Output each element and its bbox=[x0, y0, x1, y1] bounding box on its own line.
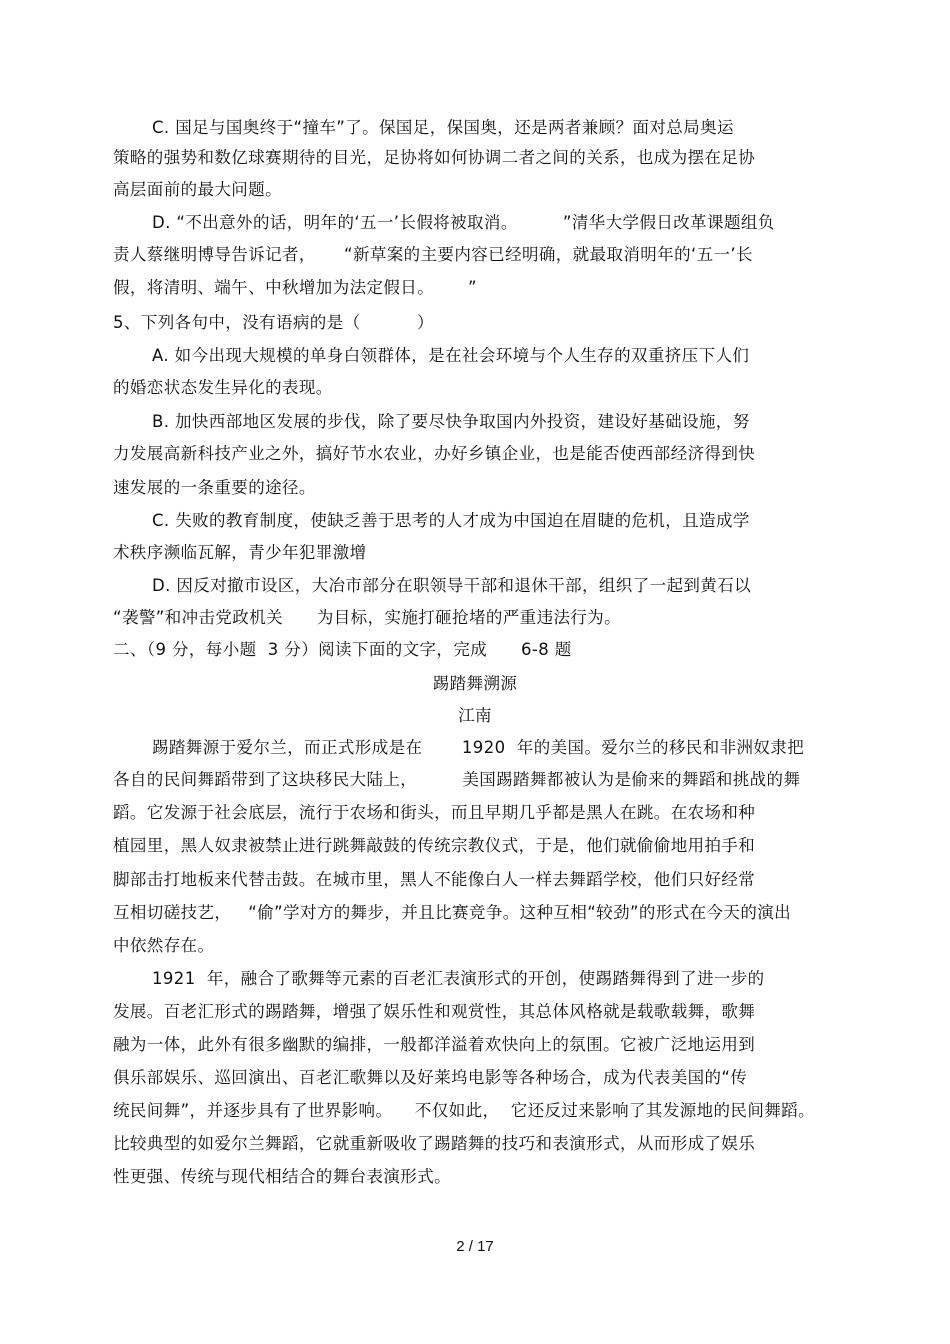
text-line: 的婚恋状态发生异化的表现。 bbox=[113, 378, 333, 397]
text-line: C. 国足与国奥终于“撞车”了。保国足，保国奥，还是两者兼顾？面对总局奥运 bbox=[152, 118, 734, 137]
text-line: 责人蔡继明博导告诉记者， “新草案的主要内容已经明确，就最取消明年的‘五一’长 bbox=[113, 245, 753, 264]
text-line: 速发展的一条重要的途径。 bbox=[113, 478, 316, 497]
article-author: 江南 bbox=[458, 706, 492, 725]
option-d: D. 因反对撤市设区，大冶市部分在职领导干部和退休干部，组织了一起到黄石以 bbox=[152, 576, 751, 595]
paragraph-line: 中依然存在。 bbox=[113, 936, 215, 955]
paragraph-line: 统民间舞”，并逐步具有了世界影响。 不仅如此， 它还反过来影响了其发源地的民间舞蹈。 bbox=[113, 1101, 815, 1120]
paragraph-line: 发展。百老汇形式的踢踏舞，增强了娱乐性和观赏性，其总体风格就是载歌载舞，歌舞 bbox=[113, 1002, 756, 1021]
option-a: A. 如今出现大规模的单身白领群体，是在社会环境与个人生存的双重挤压下人们 bbox=[152, 346, 750, 365]
section-heading: 二、（9 分，每小题 3 分）阅读下面的文字，完成 6-8 题 bbox=[113, 640, 572, 659]
paragraph-line: 融为一体，此外有很多幽默的编排，一般都洋溢着欢快向上的氛围。它被广泛地运用到 bbox=[113, 1035, 756, 1054]
paragraph-line: 踢踏舞源于爱尔兰，而正式形成是在 1920 年的美国。爱尔兰的移民和非洲奴隶把 bbox=[152, 738, 805, 757]
paragraph-line: 蹈。它发源于社会底层，流行于农场和街头，而且早期几乎都是黑人在跳。在农场和种 bbox=[113, 803, 756, 822]
option-b: B. 加快西部地区发展的步伐，除了要尽快争取国内外投资，建设好基础设施，努 bbox=[152, 412, 750, 431]
option-c: C. 失败的教育制度，使缺乏善于思考的人才成为中国迫在眉睫的危机，且造成学 bbox=[152, 511, 750, 530]
text-line: 假，将清明、端午、中秋增加为法定假日。 ” bbox=[113, 278, 477, 297]
article-title: 踢踏舞溯源 bbox=[432, 674, 518, 693]
question-heading: 5、下列各句中，没有语病的是（ ） bbox=[113, 313, 434, 332]
paragraph-line: 各自的民间舞蹈带到了这块移民大陆上， 美国踢踏舞都被认为是偷来的舞蹈和挑战的舞 bbox=[113, 770, 801, 789]
paragraph-line: 植园里，黑人奴隶被禁止进行跳舞敲鼓的传统宗教仪式，于是，他们就偷偷地用拍手和 bbox=[113, 836, 756, 855]
paragraph-line: 性更强、传统与现代相结合的舞台表演形式。 bbox=[113, 1167, 451, 1186]
paragraph-line: 俱乐部娱乐、巡回演出、百老汇歌舞以及好莱坞电影等各种场合，成为代表美国的“传 bbox=[113, 1068, 748, 1087]
paragraph-line: 脚部击打地板来代替击鼓。在城市里，黑人不能像白人一样去舞蹈学校，他们只好经常 bbox=[113, 870, 756, 889]
text-line: 力发展高新科技产业之外，搞好节水农业，办好乡镇企业，也是能否使西部经济得到快 bbox=[113, 444, 756, 463]
paragraph-line: 比较典型的如爱尔兰舞蹈，它就重新吸收了踢踏舞的技巧和表演形式，从而形成了娱乐 bbox=[113, 1134, 756, 1153]
text-line: “袭警”和冲击党政机关 为目标，实施打砸抢堵的严重违法行为。 bbox=[113, 608, 622, 627]
text-line: D. “不出意外的话，明年的‘五一’长假将被取消。 ”清华大学假日改革课题组负 bbox=[152, 213, 775, 232]
text-line: 术秩序濒临瓦解，青少年犯罪激增 bbox=[113, 543, 367, 562]
page-number: 2 / 17 bbox=[456, 1238, 494, 1255]
paragraph-line: 互相切磋技艺， “偷”学对方的舞步，并且比赛竞争。这种互相“较劲”的形式在今天的演出 bbox=[113, 903, 792, 922]
text-line: 策略的强势和数亿球赛期待的目光，足协将如何协调二者之间的关系，也成为摆在足协 bbox=[113, 148, 756, 167]
paragraph-line: 1921 年，融合了歌舞等元素的百老汇表演形式的开创，使踢踏舞得到了进一步的 bbox=[152, 969, 765, 988]
text-line: 高层面前的最大问题。 bbox=[113, 180, 282, 199]
